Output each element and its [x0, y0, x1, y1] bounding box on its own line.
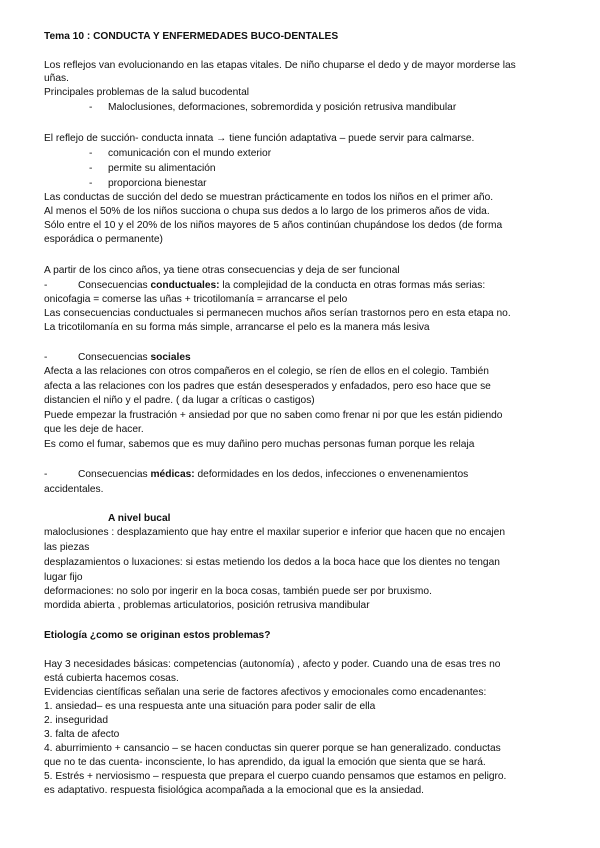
sociales-line	[78, 351, 191, 364]
conductuales-bold: conductuales:	[150, 280, 220, 291]
bullet-dash: -	[89, 102, 93, 113]
reflejo-line-4: Sólo entre el 10 y el 20% de los niños mayores de 5 años continúan chupándose los dedos (de forma	[44, 220, 503, 231]
etiologia-heading: Etiología ¿como se originan estos problemas?	[44, 630, 271, 641]
sociales-line-1: Afecta a las relaciones con otros compañeros en el colegio, se ríen de ellos en el colegio. También	[44, 366, 489, 377]
reflejo-line-2: Las conductas de succión del dedo se muestran prácticamente en todos los niños en el primer año.	[44, 192, 494, 203]
conductuales-text: la complejidad de la conducta en otras formas más serias:	[222, 280, 486, 291]
bucal-line-6: mordida abierta , problemas articulatorios, posición retrusiva mandibular	[44, 600, 370, 611]
etiologia-item: es adaptativo. respuesta fisiológica acompañada a la emocional que es la ansiedad.	[44, 785, 425, 796]
sociales-line-5: que les deje de hacer.	[44, 424, 144, 435]
bucal-line-5: deformaciones: no solo por ingerir en la boca cosas, también puede ser por bruxismo.	[44, 586, 432, 597]
bullet-dash: -	[89, 163, 93, 174]
document-title: Tema 10 : CONDUCTA Y ENFERMEDADES BUCO-DENTALES	[44, 31, 339, 42]
medicas-line-2: accidentales.	[44, 484, 104, 495]
etiologia-line-3: Evidencias científicas señalan una serie de factores afectivos y emocionales como encadenantes:	[44, 687, 487, 698]
sociales-line-3: distancien el niño y el padre. ( da lugar a críticas o castigos)	[44, 395, 315, 406]
etiologia-item: que no te das cuenta- inconsciente, lo has aprendido, da igual la emoción que sienta que se hará.	[44, 757, 486, 768]
cinco-line-4: Las consecuencias conductuales si permanecen muchos años serían trastornos pero en esta etapa no.	[44, 308, 511, 319]
reflejo-item: proporciona bienestar	[108, 178, 207, 189]
bullet-dash: -	[44, 352, 48, 363]
bullet-dash: -	[44, 280, 48, 291]
reflejo-line-5: esporádica o permanente)	[44, 234, 163, 245]
intro-line-2: uñas.	[44, 73, 69, 84]
bucal-line-3: desplazamientos o luxaciones: si estas metiendo los dedos a la boca hace que los dientes no tengan	[44, 557, 500, 568]
etiologia-line-2: está cubierta hacemos cosas.	[44, 673, 179, 684]
etiologia-line-1: Hay 3 necesidades básicas: competencias (autonomía) , afecto y poder. Cuando una de esas tres no	[44, 659, 501, 670]
bucal-line-2: las piezas	[44, 542, 90, 553]
sociales-line-4: Puede empezar la frustración + ansiedad por que no saben como frenar ni por que les están pidiendo	[44, 410, 503, 421]
bullet-dash: -	[89, 178, 93, 189]
sociales-line-6: Es como el fumar, sabemos que es muy dañino pero muchas personas fuman porque les relaja	[44, 439, 475, 450]
reflejo-item: permite su alimentación	[108, 163, 216, 174]
medicas-line	[78, 468, 468, 481]
etiologia-item: 1. ansiedad– es una respuesta ante una situación para poder salir de ella	[44, 701, 376, 712]
cinco-line-5: La tricotilomanía en su forma más simple, arrancarse el pelo es la manera más lesiva	[44, 322, 430, 333]
reflejo-line-3: Al menos el 50% de los niños succiona o chupa sus dedos a lo largo de los primeros años de vida.	[44, 206, 490, 217]
medicas-bold: médicas:	[150, 469, 195, 480]
sociales-line-2: afecta a las relaciones con los padres que están desesperados y enfadados, pero eso hace que se	[44, 381, 491, 392]
sociales-bold: sociales	[150, 352, 191, 363]
etiologia-item: 2. inseguridad	[44, 715, 109, 726]
bullet-dash: -	[44, 469, 48, 480]
problemas-item: Maloclusiones, deformaciones, sobremordida y posición retrusiva mandibular	[108, 102, 457, 113]
conductuales-prefix: Consecuencias	[78, 280, 148, 291]
problemas-heading: Principales problemas de la salud bucodental	[44, 87, 250, 98]
medicas-text: deformidades en los dedos, infecciones o envenenamientos	[197, 469, 469, 480]
cinco-line-3: onicofagia = comerse las uñas + tricotilomanía = arrancarse el pelo	[44, 294, 348, 305]
bucal-heading: A nivel bucal	[108, 513, 171, 524]
etiologia-item: 3. falta de afecto	[44, 729, 120, 740]
intro-line-1: Los reflejos van evolucionando en las etapas vitales. De niño chuparse el dedo y de mayor morderse las	[44, 60, 516, 71]
reflejo-line-1: El reflejo de succión- conducta innata → tiene función adaptativa – puede servir para calmarse.	[44, 133, 475, 144]
sociales-prefix: Consecuencias	[78, 352, 148, 363]
etiologia-item: 5. Estrés + nerviosismo – respuesta que prepara el cuerpo cuando pensamos que estamos en peligro.	[44, 771, 507, 782]
medicas-prefix: Consecuencias	[78, 469, 148, 480]
reflejo-item: comunicación con el mundo exterior	[108, 148, 272, 159]
bucal-line-1: maloclusiones : desplazamiento que hay entre el maxilar superior e inferior que hacen que no encajen	[44, 527, 505, 538]
conductuales-line	[78, 279, 485, 292]
etiologia-item: 4. aburrimiento + cansancio – se hacen conductas sin querer porque se han generalizado. conductas	[44, 743, 501, 754]
bullet-dash: -	[89, 148, 93, 159]
cinco-line-1: A partir de los cinco años, ya tiene otras consecuencias y deja de ser funcional	[44, 265, 400, 276]
bucal-line-4: lugar fijo	[44, 572, 83, 583]
